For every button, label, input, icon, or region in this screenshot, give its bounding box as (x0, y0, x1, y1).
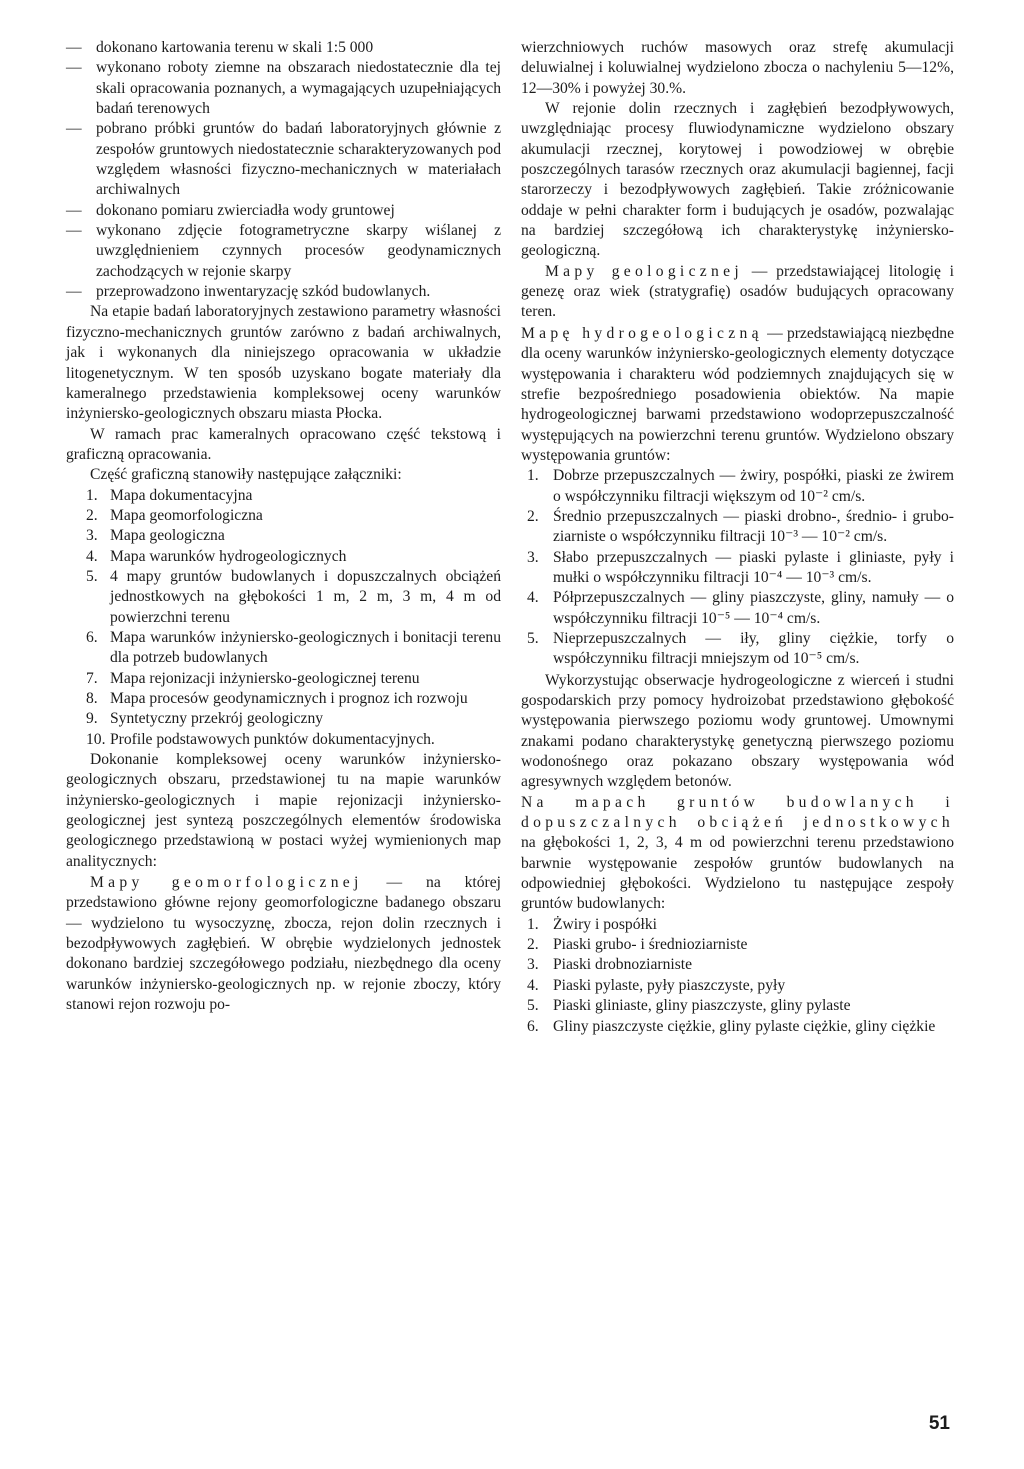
list-text: Gliny piaszczyste ciężkie, gliny pylaste ciężkie, gliny ciężkie (553, 1017, 936, 1035)
right-column (521, 38, 954, 1037)
paragraph-text: — przedstawiającą niezbędne dla oceny warunków inżyniersko-geologicznych elementy dotyczące występowania i charakteru wód podziemnych znajdujących się w strefie bezpośredniego posadowienia obiektów. Na mapie hydrogeologicznej barwami przedstawiono wodoprzepuszczalność występujących na powierzchni terenu gruntów. Wydzielono obszary występowania gruntów: (521, 324, 954, 464)
paragraph-groundwater: Wykorzystując obserwacje hydrogeologiczne z wierceń i studni gospodarskich przy pomocy hydroizobat przedstawiono głębokość występowania pierwszego poziomu wody gruntowej. Umownymi znakami podano charakterystykę genetyczną pierwszego poziomu wodonośnego oraz pokazano obszary występowania wód agresywnych względem betonów. (521, 671, 954, 791)
paragraph-continuation: wierzchniowych ruchów masowych oraz strefę akumulacji deluwialnej i koluwialnej wydzielono zbocza o nachyleniu 5—12%, 12—30% i powyżej 30.%. (521, 39, 954, 97)
list-text: Mapa warunków inżyniersko-geologicznych i bonitacji terenu dla potrzeb budowlanych (110, 628, 501, 667)
paragraph-text: na głębokości 1, 2, 3, 4 m od powierzchni terenu przedstawiono barwnie występowanie zespołów gruntów budowlanych na odpowiedniej głębokości. Wydzielono tu następujące zespoły gruntów budowlanych: (521, 834, 954, 913)
list-text: Dobrze przepuszczalnych — żwiry, pospółki, piaski ze żwirem o współczynniku filtracji większym od 10⁻² cm/s. (553, 467, 954, 505)
list-number: 7. (86, 669, 98, 687)
map-list-item (66, 628, 501, 669)
fieldwork-task-item: — przeprowadzono inwentaryzację szkód budowlanych. (66, 282, 501, 302)
list-text: Mapa dokumentacyjna (110, 486, 253, 504)
list-number: 6. (527, 1017, 539, 1035)
permeability-item (521, 466, 954, 507)
attachments-map-list (66, 486, 501, 750)
map-list-item (66, 506, 501, 526)
paragraph-geological-map (521, 262, 954, 323)
map-list-item (66, 486, 501, 506)
list-text: Słabo przepuszczalnych — piaski pylaste i gliniaste, pyły i mułki o współczynniku filtracji 10⁻⁴ — 10⁻³ cm/s. (553, 548, 954, 586)
fieldwork-task-item: — dokonano pomiaru zwierciadła wody gruntowej (66, 201, 501, 221)
map-list-item (66, 689, 501, 709)
map-list-item (66, 567, 501, 628)
list-number: 4. (86, 547, 98, 565)
list-text: Piaski gliniaste, gliny piaszczyste, gliny pylaste (553, 997, 851, 1015)
list-number: 9. (86, 710, 98, 728)
list-text: 4 mapy gruntów budowlanych i dopuszczalnych obciążeń jednostkowych na głębokości 1 m, 2 m, 3 m, 4 m od powierzchni terenu (110, 567, 501, 626)
list-number: 1. (86, 486, 98, 504)
list-number: 4. (527, 976, 539, 994)
soil-group-item (521, 1017, 954, 1037)
paragraph-cameral-work: W ramach prac kameralnych opracowano część tekstową i graficzną opracowania. (66, 425, 501, 463)
list-number: 3. (527, 548, 539, 566)
list-text: Piaski grubo- i średnioziarniste (553, 936, 748, 954)
list-number: 5. (86, 567, 98, 585)
list-number: 3. (86, 527, 98, 545)
fieldwork-task-list (66, 38, 501, 302)
page-number: 51 (928, 1413, 950, 1434)
list-text: Mapa geologiczna (110, 527, 225, 545)
list-number: 2. (527, 936, 539, 954)
list-number: 2. (86, 506, 98, 524)
left-column (66, 38, 501, 1016)
spaced-term: Mapy geologicznej (545, 262, 743, 280)
map-list-item (66, 709, 501, 729)
map-list-item (66, 669, 501, 689)
paragraph-hydrogeological-map (521, 324, 954, 466)
paragraph-soil-maps (521, 793, 954, 915)
map-list-item (66, 526, 501, 546)
soil-group-item (521, 955, 954, 975)
list-text: Nieprzepuszczalnych — iły, gliny ciężkie, torfy o współczynniku filtracji mniejszym od 10⁻⁵ cm/s. (553, 629, 954, 668)
soil-group-item (521, 976, 954, 996)
list-number: 8. (86, 690, 98, 707)
list-number: 3. (527, 956, 539, 974)
paragraph-synthesis: Dokonanie kompleksowej oceny warunków inżyniersko-geologicznych obszaru, przedstawionej tu na mapie warunków inżyniersko-geologicznych i mapie rejonizacji inżyniersko-geologicznej jest syntezą poszczególnych elementów środowiska geologicznego przedstawioną w postaci wyżej wymienionych map analitycznych: (66, 751, 501, 870)
spaced-term: Mapy geomorfologicznej (90, 874, 363, 892)
list-text: Mapa rejonizacji inżyniersko-geologicznej terenu (110, 669, 420, 687)
paragraph-geomorphological-map (66, 873, 501, 1015)
paragraph-text: — przedstawiającej litologię i genezę oraz wiek (stratygrafię) osadów budujących opracowany teren. (521, 262, 955, 321)
list-number: 1. (527, 915, 539, 933)
list-number: 4. (527, 589, 539, 607)
soil-group-item (521, 915, 954, 935)
list-text: Mapa geomorfologiczna (110, 506, 263, 524)
list-text: Profile podstawowych punktów dokumentacyjnych. (110, 730, 435, 748)
paragraph-river-valleys: W rejonie dolin rzecznych i zagłębień bezodpływowych, uwzględniając procesy fluwiodynamiczne wydzielono obszary akumulacji rzecznej, korytowej i powodziowej w obrębie poszczególnych tarasów rzecznych oraz akumulacji bagiennej, facji starorzeczy i bezodpływowych zagłębień. Takie zróżnicowanie oddaje w pełni charakter form i budujących je osadów, pozwalając na bardziej szczegółową ich charakterystykę inżyniersko-geologiczną. (521, 100, 954, 260)
paragraph-text: — na której przedstawiono główne rejony geomorfologiczne badanego obszaru — wydzielono tu wysoczyznę, zbocza, rejon dolin rzecznych i bezodpływowych zagłębień. W obrębie wydzielonych jednostek dokonano bardziej szczegółowego podziału, niezbędnego dla oceny warunków inżyniersko-geologicznych np. w rejonie zboczy, który stanowi rejon rozwoju po- (66, 874, 502, 1014)
fieldwork-task-item: — wykonano roboty ziemne na obszarach niedostatecznie dla tej skali opracowania poznanych, a wymagających uzupełniających badań terenowych (66, 58, 501, 119)
paragraph-graphic-part: Część graficzną stanowiły następujące załączniki: (90, 466, 402, 484)
permeability-item (521, 629, 954, 670)
permeability-list (521, 466, 954, 669)
soil-groups-list (521, 915, 954, 1037)
list-number: 5. (527, 629, 539, 647)
soil-group-item (521, 996, 954, 1016)
map-list-item (66, 730, 501, 750)
fieldwork-task-item: — dokonano kartowania terenu w skali 1:5 000 (66, 38, 501, 58)
list-text: Syntetyczny przekrój geologiczny (110, 710, 324, 728)
spaced-term: Mapę hydrogeologiczną (521, 324, 763, 342)
permeability-item (521, 548, 954, 589)
spaced-term: Na mapach gruntów budowlanych i dopuszczalnych obciążeń jednostkowych (521, 793, 954, 832)
list-text: Piaski drobnoziarniste (553, 956, 693, 974)
map-list-item (66, 547, 501, 567)
list-number: 1. (527, 467, 539, 485)
soil-group-item (521, 935, 954, 955)
fieldwork-task-item: — pobrano próbki gruntów do badań laboratoryjnych głównie z zespołów gruntowych niedostatecznie scharakteryzowanych pod względem własności fizyczno-mechanicznych w materiałach archiwalnych (66, 119, 501, 200)
list-number: 2. (527, 507, 539, 525)
list-number: 6. (86, 628, 98, 646)
list-text: Mapa procesów geodynamicznych i prognoz ich rozwoju (110, 690, 468, 707)
list-text: Piaski pylaste, pyły piaszczyste, pyły (553, 976, 786, 994)
list-text: Średnio przepuszczalnych — piaski drobno-, średnio- i grubo-ziarniste o współczynniku filtracji 10⁻³ — 10⁻² cm/s. (553, 507, 954, 546)
list-number: 5. (527, 997, 539, 1015)
list-text: Żwiry i pospółki (553, 915, 657, 933)
permeability-item (521, 588, 954, 629)
paragraph-laboratory: Na etapie badań laboratoryjnych zestawiono parametry własności fizyczno-mechanicznych gruntów zarówno z badań archiwalnych, jak i wykonanych dla niniejszego opracowania w układzie litogenetycznym. W ten sposób uzyskano bogate materiały dla kameralnego przedstawienia kompleksowej oceny warunków inżyniersko-geologicznych obszaru miasta Płocka. (66, 303, 501, 423)
fieldwork-task-item: — wykonano zdjęcie fotogrametryczne skarpy wiślanej z uwzględnieniem czynnych procesów geodynamicznych zachodzących w rejonie skarpy (66, 221, 501, 282)
list-number: 10. (86, 730, 106, 748)
list-text: Półprzepuszczalnych — gliny piaszczyste, gliny, namuły — o współczynniku filtracji 10⁻⁵ — 10⁻⁴ cm/s. (553, 589, 954, 627)
list-text: Mapa warunków hydrogeologicznych (110, 547, 347, 565)
permeability-item (521, 507, 954, 548)
